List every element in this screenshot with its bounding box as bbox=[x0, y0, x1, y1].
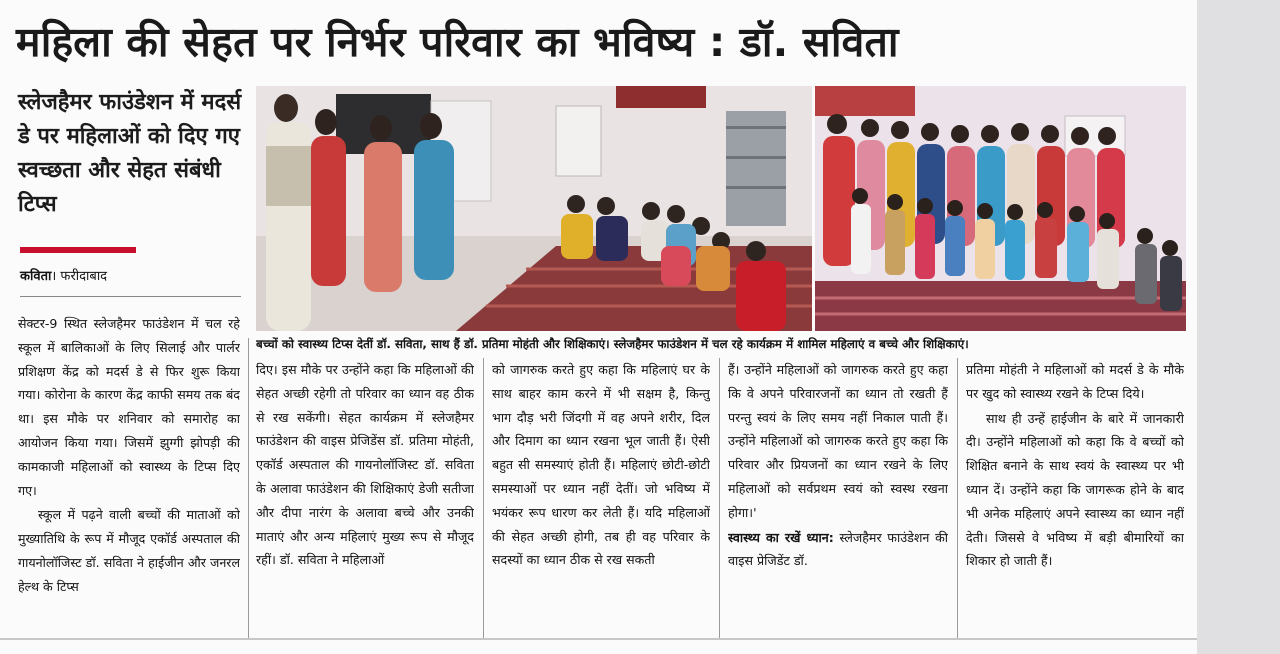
column-4-paragraph: हैं। उन्होंने महिलाओं को जागरुक करते हुए कहा कि वे अपने परिवारजनों का ध्यान तो रखती हैं परन्तु स्वयं के लिए समय नहीं निकाल पाती हैं। उन्होंने महिलाओं को जागरुक करते हुए कहा कि परिवार और प्रियजनों का ध्यान रखने के लिए महिलाओं को सर्वप्रथम स्वयं को स्वस्थ रखना होगा।' bbox=[728, 362, 948, 520]
lead-paragraph-2: स्कूल में पढ़ने वाली बच्चों की माताओं को मुख्यातिथि के रूप में मौजूद एकॉर्ड अस्पताल की गायनोलॉजिस्ट डॉ. सविता ने हाईजीन और जनरल हेल्थ के टिप्स bbox=[18, 507, 240, 594]
section-subhead-text: स्लेजहैमर फाउंडेशन की वाइस प्रेजिडेंट डॉ. bbox=[728, 529, 948, 569]
column-divider bbox=[957, 358, 958, 638]
article-column-5 bbox=[966, 358, 1184, 640]
photo-caption: बच्चों को स्वास्थ्य टिप्स देतीं डॉ. सविता, साथ हैं डॉ. प्रतिमा मोहंती और शिक्षिकाएं। स्लेजहैमर फाउंडेशन में चल रहे कार्यक्रम में शामिल महिलाएं व बच्चे और शिक्षिकाएं। bbox=[256, 337, 969, 351]
byline-place: । फरीदाबाद bbox=[51, 269, 108, 284]
byline bbox=[20, 268, 107, 286]
article-column-1 bbox=[18, 312, 240, 638]
column-2-paragraph: दिए। इस मौके पर उन्होंने कहा कि महिलाओं की सेहत अच्छी रहेगी तो परिवार का ध्यान वह ठीक से रख सकेंगी। सेहत कार्यक्रम में स्लेजहैमर फाउंडेशन की वाइस प्रेजिडेंस डॉ. प्रतिमा मोहंती, एकॉर्ड अस्पताल की गायनोलॉजिस्ट डॉ. सविता के अलावा फाउंडेशन की शिक्षिकाएं डेजी सतीजा और दीपा नारंग के अलावा बच्चे और उनकी माताएं और अन्य महिलाएं मुख्य रूप से मौजूद रहीं। डॉ. सविता ने महिलाओं bbox=[256, 362, 474, 568]
column-divider bbox=[248, 338, 249, 638]
photo-health-tips bbox=[256, 86, 812, 331]
subheadline: स्लेजहैमर फाउंडेशन में मदर्स डे पर महिलाओं को दिए गए स्वच्छता और सेहत संबंधी टिप्स bbox=[18, 90, 242, 217]
column-4-subhead-paragraph bbox=[728, 526, 948, 574]
lead-paragraph-1: सेक्टर-9 स्थित स्लेजहैमर फाउंडेशन में चल रहे स्कूल में बालिकाओं के लिए सिलाई और पार्लर प्रशिक्षण केंद्र को मदर्स डे से फिर शुरू किया गया। कोरोना के कारण केंद्र काफी समय तक बंद था। इस मौके पर शनिवार को समारोह का आयोजन किया गया। जिसमें झुग्गी झोपड़ी की कामकाजी महिलाओं को स्वास्थ्य के टिप्स दिए गए। bbox=[18, 316, 240, 498]
section-subhead: स्वास्थ्य का रखें ध्यान: bbox=[728, 529, 834, 545]
column-divider bbox=[483, 358, 484, 638]
page-margin bbox=[1197, 0, 1280, 654]
bottom-rule bbox=[0, 638, 1197, 640]
article-column-3 bbox=[492, 358, 710, 640]
headline: महिला की सेहत पर निर्भर परिवार का भविष्य : डॉ. सविता bbox=[16, 18, 899, 66]
photo-group bbox=[815, 86, 1186, 331]
column-5-paragraph-1: प्रतिमा मोहंती ने महिलाओं को मदर्स डे के मौके पर खुद को स्वास्थ्य रखने के टिप्स दिये। bbox=[966, 362, 1184, 401]
column-3-paragraph: को जागरुक करते हुए कहा कि महिलाएं घर के साथ बाहर काम करने में भी सक्षम है, किन्तु भाग दौड़ भरी जिंदगी में वह अपने शरीर, दिल और दिमाग का ध्यान रखना भूल जाती हैं। ऐसी बहुत सी समस्याएं होती हैं। महिलाएं छोटी-छोटी समस्याओं पर ध्यान नहीं देतीं। जो भविष्य में भयंकर रूप धारण कर लेती हैं। यदि महिलाओं की सेहत अच्छी होगी, तब ही वह परिवार के सदस्यों का ध्यान ठीक से रख सकती bbox=[492, 362, 710, 568]
column-5-paragraph-2: साथ ही उन्हें हाईजीन के बारे में जानकारी दी। उन्होंने महिलाओं को कहा कि वे बच्चों को शिक्षित बनाने के साथ स्वयं के स्वास्थ्य पर भी ध्यान दें। उन्होंने कहा कि जागरूक होने के बाद भी अनेक महिलाएं अपने स्वास्थ्य का ध्यान नहीं देती। जिससे वे भविष्य में बड़ी बीमारियों का शिकार हो जाती हैं। bbox=[966, 410, 1184, 569]
article-column-4 bbox=[728, 358, 948, 640]
article-column-2 bbox=[256, 358, 474, 640]
byline-author: कविता bbox=[20, 269, 52, 284]
column-divider bbox=[719, 358, 720, 638]
byline-rule bbox=[20, 296, 241, 297]
subheadline-rule bbox=[20, 247, 136, 253]
